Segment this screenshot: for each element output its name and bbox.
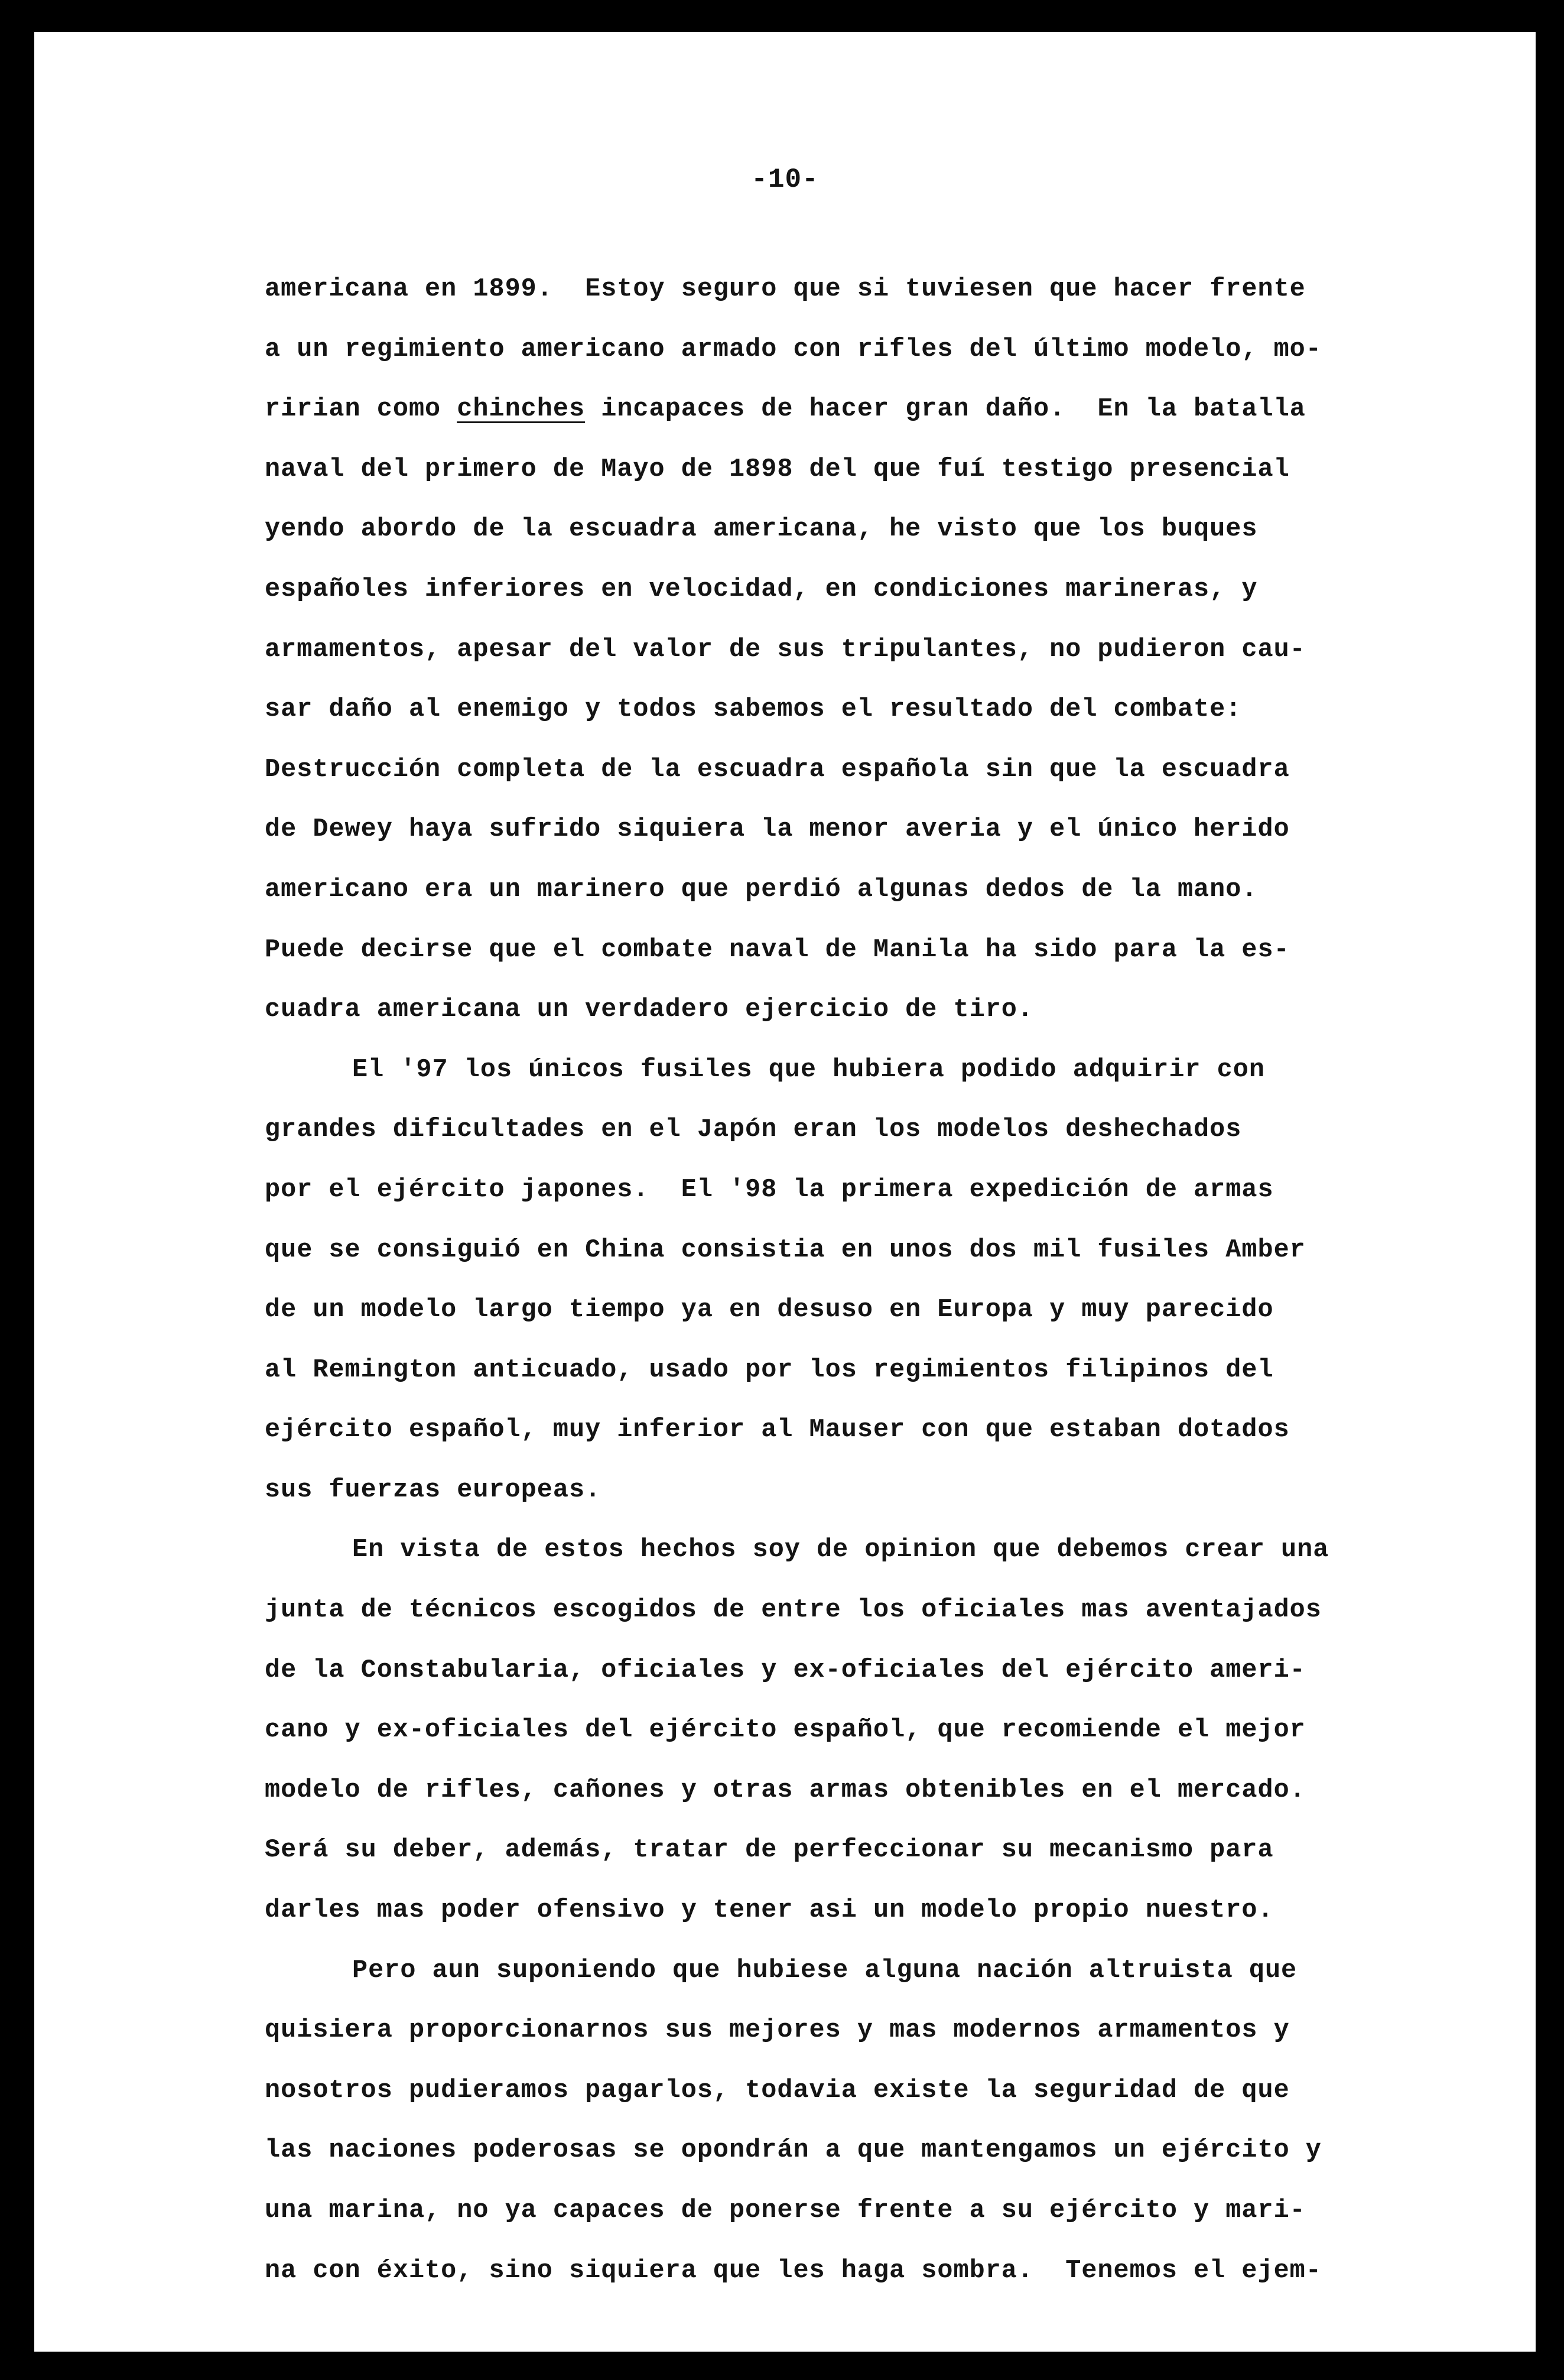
text-line: Destrucción completa de la escuadra española sin que la escuadra [265,755,1290,784]
text-line: de la Constabularia, oficiales y ex-oficiales del ejército ameri- [265,1655,1306,1685]
text-line: naval del primero de Mayo de 1898 del que fuí testigo presencial [265,454,1290,484]
text-line: junta de técnicos escogidos de entre los oficiales mas aventajados [265,1596,1322,1625]
text-line: Puede decirse que el combate naval de Manila ha sido para la es- [265,935,1290,965]
text-line: modelo de rifles, cañones y otras armas obtenibles en el mercado. [265,1775,1306,1805]
text-line: al Remington anticuado, usado por los regimientos filipinos del [265,1355,1274,1385]
text-line: darles mas poder ofensivo y tener asi un modelo propio nuestro. [265,1896,1274,1926]
typed-page [34,32,1536,2352]
text-fragment: ririan como [265,395,457,424]
text-line: las naciones poderosas se opondrán a que mantengamos un ejército y [265,2136,1322,2165]
text-line: cano y ex-oficiales del ejército español, que recomiende el mejor [265,1716,1306,1745]
body-text [265,259,1517,2301]
text-line: por el ejército japones. El '98 la primera expedición de armas [265,1175,1274,1204]
text-line: españoles inferiores en velocidad, en condiciones marineras, y [265,574,1258,604]
text-line: que se consiguió en China consistia en unos dos mil fusiles Amber [265,1235,1306,1265]
text-line: cuadra americana un verdadero ejercicio de tiro. [265,995,1034,1025]
text-line: americana en 1899. Estoy seguro que si tuviesen que hacer frente [265,275,1306,304]
text-line: ejército español, muy inferior al Mauser con que estaban dotados [265,1415,1290,1445]
page-number: -10- [751,164,819,195]
text-line: nosotros pudieramos pagarlos, todavia existe la seguridad de que [265,2076,1290,2105]
text-line: a un regimiento americano armado con rifles del último modelo, mo- [265,335,1322,364]
paragraph-start-line: En vista de estos hechos soy de opinion que debemos crear una [352,1535,1329,1565]
text-line: americano era un marinero que perdió algunas dedos de la mano. [265,875,1258,904]
text-line: na con éxito, sino siquiera que les haga sombra. Tenemos el ejem- [265,2256,1322,2285]
text-fragment: incapaces de hacer gran daño. En la batalla [585,395,1306,424]
text-line: sar daño al enemigo y todos sabemos el resultado del combate: [265,695,1242,725]
paragraph-start-line: Pero aun suponiendo que hubiese alguna nación altruista que [352,1956,1298,1985]
text-line: quisiera proporcionarnos sus mejores y mas modernos armamentos y [265,2016,1290,2045]
text-line: yendo abordo de la escuadra americana, he visto que los buques [265,515,1258,544]
underlined-word: chinches [457,395,586,424]
text-line: armamentos, apesar del valor de sus tripulantes, no pudieron cau- [265,635,1306,664]
paragraph-start-line: El '97 los únicos fusiles que hubiera podido adquirir con [352,1055,1265,1085]
text-line: grandes dificultades en el Japón eran los modelos deshechados [265,1115,1242,1145]
text-line-with-underline [265,379,1517,440]
text-line: una marina, no ya capaces de ponerse frente a su ejército y mari- [265,2196,1306,2225]
text-line: sus fuerzas europeas. [265,1475,601,1505]
document-frame [30,27,1540,2356]
text-line: de un modelo largo tiempo ya en desuso en Europa y muy parecido [265,1295,1274,1325]
text-line: de Dewey haya sufrido siquiera la menor averia y el único herido [265,815,1290,845]
text-line: Será su deber, además, tratar de perfeccionar su mecanismo para [265,1836,1274,1865]
